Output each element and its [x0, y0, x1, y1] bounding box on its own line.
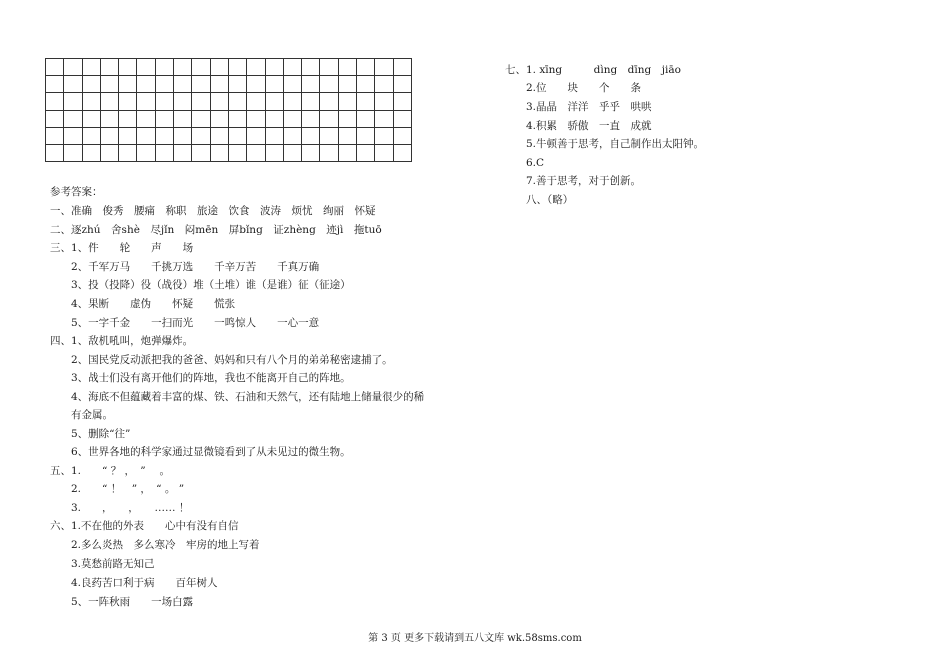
grid-cell — [393, 93, 411, 110]
grid-cell — [155, 93, 173, 110]
grid-cell — [155, 110, 173, 127]
grid-cell — [82, 127, 100, 144]
right-line-4: 4.积累 骄傲 一直 成就 — [505, 120, 652, 132]
grid-cell — [393, 59, 411, 76]
grid-cell — [357, 59, 375, 76]
grid-cell — [247, 93, 265, 110]
grid-cell — [265, 76, 283, 93]
answer-line-13: 5、删除“往” — [50, 428, 131, 440]
answer-line-1: 一、准确 俊秀 腰痛 称职 旅途 饮食 波涛 烦忧 绚丽 怀疑 — [50, 205, 376, 217]
grid-cell — [155, 127, 173, 144]
grid-cell — [174, 127, 192, 144]
grid-cell — [82, 76, 100, 93]
right-line-1: 七、1. xīng dìng dīng jiāo — [505, 64, 681, 76]
grid-cell — [192, 76, 210, 93]
grid-cell — [82, 93, 100, 110]
grid-cell — [338, 59, 356, 76]
answer-line-7: 5、一字千金 一扫而光 一鸣惊人 一心一意 — [50, 317, 320, 329]
grid-cell — [100, 127, 118, 144]
writing-grid — [45, 58, 412, 162]
grid-cell — [137, 110, 155, 127]
grid-cell — [64, 93, 82, 110]
grid-cell — [375, 127, 393, 144]
grid-cell — [46, 110, 64, 127]
answer-line-3: 三、1、件 轮 声 场 — [50, 242, 194, 254]
grid-cell — [155, 59, 173, 76]
grid-row — [46, 110, 412, 127]
grid-cell — [192, 59, 210, 76]
grid-cell — [174, 110, 192, 127]
grid-cell — [64, 144, 82, 161]
grid-cell — [228, 127, 246, 144]
grid-cell — [228, 110, 246, 127]
answer-line-19: 2.多么炎热 多么寒冷 牢房的地上写着 — [50, 539, 260, 551]
grid-cell — [46, 76, 64, 93]
grid-cell — [302, 144, 320, 161]
grid-cell — [338, 76, 356, 93]
grid-cell — [283, 127, 301, 144]
grid-cell — [375, 93, 393, 110]
right-line-5: 5.牛顿善于思考，自己制作出太阳钟。 — [505, 138, 705, 150]
grid-cell — [283, 76, 301, 93]
right-line-2: 2.位 块 个 条 — [505, 82, 642, 94]
page-footer: 第 3 页 更多下载请到五八文库 wk.58sms.com — [368, 633, 582, 644]
grid-cell — [119, 59, 137, 76]
grid-cell — [100, 93, 118, 110]
grid-cell — [357, 127, 375, 144]
grid-cell — [302, 93, 320, 110]
grid-cell — [137, 127, 155, 144]
grid-cell — [320, 59, 338, 76]
grid-cell — [247, 110, 265, 127]
answer-line-11: 4、海底不但蕴藏着丰富的煤、铁、石油和天然气，还有陆地上储量很少的稀 — [50, 391, 425, 403]
answer-line-5: 3、投（投降）役（战役）堆（土堆）谁（是谁）征（征途） — [50, 279, 351, 291]
grid-cell — [302, 110, 320, 127]
grid-cell — [228, 93, 246, 110]
grid-cell — [82, 59, 100, 76]
grid-cell — [247, 59, 265, 76]
answer-line-14: 6、世界各地的科学家通过显微镜看到了从未见过的微生物。 — [50, 446, 351, 458]
grid-cell — [302, 127, 320, 144]
grid-cell — [137, 59, 155, 76]
grid-cell — [192, 110, 210, 127]
grid-cell — [100, 110, 118, 127]
grid-cell — [265, 110, 283, 127]
grid-cell — [247, 76, 265, 93]
grid-cell — [247, 127, 265, 144]
answer-line-6: 4、果断 虚伪 怀疑 慌张 — [50, 298, 236, 310]
grid-cell — [357, 110, 375, 127]
right-line-3: 3.晶晶 洋洋 乎乎 哄哄 — [505, 101, 652, 113]
grid-cell — [320, 144, 338, 161]
grid-cell — [320, 110, 338, 127]
right-line-7: 7.善于思考，对于创新。 — [505, 175, 642, 187]
answer-heading: 参考答案： — [50, 186, 103, 198]
grid-cell — [137, 144, 155, 161]
grid-cell — [192, 144, 210, 161]
grid-cell — [82, 144, 100, 161]
answer-line-21: 4.良药苦口利于病 百年树人 — [50, 577, 218, 589]
answer-line-12: 有金属。 — [50, 409, 113, 421]
grid-cell — [64, 76, 82, 93]
grid-cell — [192, 127, 210, 144]
grid-cell — [46, 127, 64, 144]
grid-cell — [100, 144, 118, 161]
grid-cell — [210, 110, 228, 127]
answer-line-16: 2. “ ！ ” ， “ 。 ” — [50, 483, 185, 495]
grid-cell — [338, 110, 356, 127]
answer-line-8: 四、1、敌机吼叫，炮弹爆炸。 — [50, 335, 194, 347]
grid-cell — [375, 59, 393, 76]
grid-cell — [283, 144, 301, 161]
grid-cell — [210, 59, 228, 76]
grid-cell — [393, 127, 411, 144]
grid-cell — [46, 59, 64, 76]
grid-cell — [119, 93, 137, 110]
answer-line-22: 5、一阵秋雨 一场白露 — [50, 596, 194, 608]
grid-cell — [174, 144, 192, 161]
grid-cell — [192, 93, 210, 110]
grid-cell — [119, 76, 137, 93]
grid-cell — [46, 93, 64, 110]
answer-line-10: 3、战士们没有离开他们的阵地，我也不能离开自己的阵地。 — [50, 372, 351, 384]
grid-cell — [375, 76, 393, 93]
answer-line-17: 3. ， ， …… ！ — [50, 502, 190, 514]
answer-line-9: 2、国民党反动派把我的爸爸、妈妈和只有八个月的弟弟秘密逮捕了。 — [50, 354, 393, 366]
grid-cell — [357, 144, 375, 161]
grid-cell — [64, 59, 82, 76]
grid-cell — [174, 76, 192, 93]
grid-cell — [100, 76, 118, 93]
grid-cell — [302, 76, 320, 93]
grid-cell — [302, 59, 320, 76]
answer-line-20: 3.莫愁前路无知己 — [50, 558, 155, 570]
grid-cell — [375, 110, 393, 127]
grid-cell — [265, 144, 283, 161]
right-line-6: 6.C — [505, 157, 545, 169]
grid-cell — [228, 144, 246, 161]
grid-cell — [338, 127, 356, 144]
grid-cell — [82, 110, 100, 127]
grid-cell — [210, 127, 228, 144]
grid-cell — [137, 76, 155, 93]
grid-cell — [210, 144, 228, 161]
grid-cell — [338, 144, 356, 161]
answer-line-18: 六、1.不在他的外表 心中有没有自信 — [50, 520, 239, 532]
answer-line-4: 2、千军万马 千挑万选 千辛万苦 千真万确 — [50, 261, 320, 273]
grid-cell — [64, 127, 82, 144]
grid-cell — [375, 144, 393, 161]
grid-cell — [137, 93, 155, 110]
grid-cell — [283, 59, 301, 76]
grid-cell — [174, 59, 192, 76]
grid-cell — [320, 127, 338, 144]
grid-cell — [155, 144, 173, 161]
grid-cell — [265, 127, 283, 144]
grid-cell — [357, 93, 375, 110]
grid-row — [46, 127, 412, 144]
answer-line-2: 二、逐zhú 舍shè 尽jǐn 闷mēn 屏bǐng 证zhèng 迹jì 拖tuō — [50, 224, 382, 236]
grid-row — [46, 144, 412, 161]
grid-row — [46, 93, 412, 110]
grid-cell — [46, 144, 64, 161]
grid-cell — [100, 59, 118, 76]
grid-cell — [393, 110, 411, 127]
grid-row — [46, 59, 412, 76]
grid-cell — [155, 76, 173, 93]
grid-cell — [228, 59, 246, 76]
grid-cell — [283, 93, 301, 110]
grid-row — [46, 76, 412, 93]
right-line-8: 八、（略） — [505, 194, 574, 206]
grid-cell — [247, 144, 265, 161]
grid-cell — [64, 110, 82, 127]
grid-cell — [320, 76, 338, 93]
grid-cell — [265, 93, 283, 110]
grid-cell — [393, 76, 411, 93]
grid-cell — [228, 76, 246, 93]
answer-line-15: 五、1. “ ？ ， ” 。 — [50, 465, 171, 477]
grid-cell — [174, 93, 192, 110]
grid-cell — [210, 93, 228, 110]
grid-cell — [357, 76, 375, 93]
grid-cell — [119, 110, 137, 127]
grid-cell — [119, 144, 137, 161]
grid-cell — [320, 93, 338, 110]
grid-cell — [210, 76, 228, 93]
grid-cell — [393, 144, 411, 161]
grid-cell — [283, 110, 301, 127]
grid-cell — [119, 127, 137, 144]
grid-cell — [338, 93, 356, 110]
grid-cell — [265, 59, 283, 76]
